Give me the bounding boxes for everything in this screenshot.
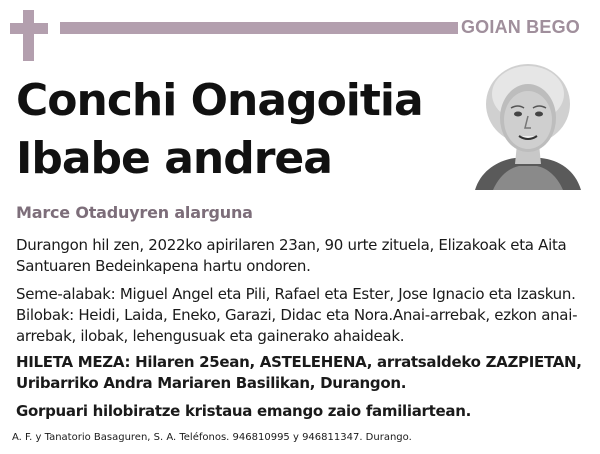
name-line-1: Conchi Onagoitia [16, 75, 423, 126]
burial-paragraph: Gorpuari hilobiratze kristaua emango zaio familiartean. [16, 402, 471, 420]
portrait-photo [473, 60, 583, 190]
deceased-name [16, 72, 423, 188]
funeral-paragraph: HILETA MEZA: Hilaren 25ean, ASTELEHENA, arratsaldeko ZAZPIETAN, Uribarriko Andra Mariaren Basilikan, Durangon. [16, 353, 582, 392]
funeral-home-footer: A. F. y Tanatorio Basaguren, S. A. Teléfonos. 946810995 y 946811347. Durango. [12, 432, 412, 443]
family-paragraph: Seme-alabak: Miguel Angel eta Pili, Rafael eta Ester, Jose Ignacio eta Izaskun. Bilobak: Heidi, Laida, Eneko, Garazi, Didac eta Nora.Anai-arrebak, ezkon anai-arrebak, ilobak, lehengusuak eta gainerako ahaideak. [16, 285, 578, 345]
widow-subtitle: Marce Otaduyren alarguna [16, 203, 253, 222]
cross-icon-bar [10, 23, 48, 34]
name-line-2: Ibabe andrea [16, 133, 332, 184]
death-notice-paragraph: Durangon hil zen, 2022ko apirilaren 23an, 90 urte zituela, Elizakoak eta Aita Santuaren Bedeinkapena hartu ondoren. [16, 236, 567, 275]
cross-icon [23, 10, 34, 61]
header-label: GOIAN BEGO [460, 17, 580, 37]
header-bar [60, 22, 458, 34]
